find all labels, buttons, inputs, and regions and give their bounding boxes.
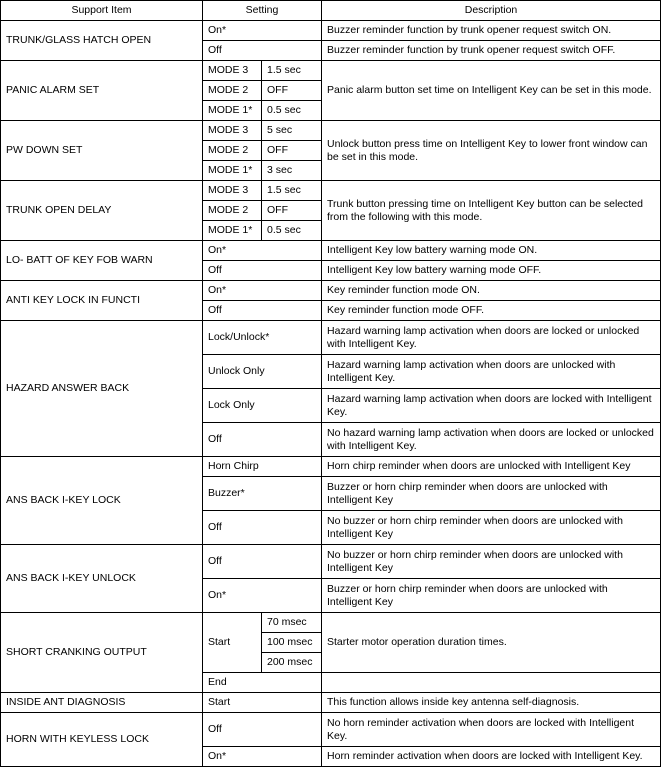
table-row [1, 457, 661, 477]
setting-cell: Horn Chirp [203, 457, 322, 477]
support-item-cell: TRUNK/GLASS HATCH OPEN [1, 21, 203, 61]
table-row [1, 21, 661, 41]
description-cell: Hazard warning lamp activation when doors are locked or unlocked with Intelligent Key. [322, 321, 661, 355]
description-cell: Buzzer reminder function by trunk opener request switch OFF. [322, 41, 661, 61]
value-cell: 200 msec [262, 653, 322, 673]
mode-cell: MODE 1* [203, 101, 262, 121]
value-cell: OFF [262, 81, 322, 101]
description-cell: Buzzer reminder function by trunk opener request switch ON. [322, 21, 661, 41]
description-cell [322, 673, 661, 693]
setting-cell: On* [203, 21, 322, 41]
value-cell: 100 msec [262, 633, 322, 653]
mode-cell: MODE 1* [203, 161, 262, 181]
setting-cell: Start [203, 693, 322, 713]
description-cell: Key reminder function mode ON. [322, 281, 661, 301]
setting-cell: Off [203, 423, 322, 457]
support-item-cell: ANS BACK I-KEY LOCK [1, 457, 203, 545]
value-cell: 1.5 sec [262, 181, 322, 201]
description-cell: Unlock button press time on Intelligent Key to lower front window can be set in this mode. [322, 121, 661, 181]
mode-cell: MODE 2 [203, 141, 262, 161]
value-cell: OFF [262, 201, 322, 221]
setting-cell: Off [203, 41, 322, 61]
description-cell: Panic alarm button set time on Intelligent Key can be set in this mode. [322, 61, 661, 121]
mode-cell: MODE 1* [203, 221, 262, 241]
support-item-cell: TRUNK OPEN DELAY [1, 181, 203, 241]
setting-cell: On* [203, 281, 322, 301]
setting-cell: Off [203, 261, 322, 281]
setting-cell: Start [203, 613, 262, 673]
setting-cell: On* [203, 579, 322, 613]
setting-cell: End [203, 673, 322, 693]
setting-cell: Off [203, 301, 322, 321]
mode-cell: MODE 2 [203, 201, 262, 221]
description-cell: No buzzer or horn chirp reminder when doors are unlocked with Intelligent Key [322, 511, 661, 545]
support-item-cell: PW DOWN SET [1, 121, 203, 181]
setting-cell: Unlock Only [203, 355, 322, 389]
mode-cell: MODE 2 [203, 81, 262, 101]
header-setting: Setting [203, 1, 322, 21]
setting-cell: Buzzer* [203, 477, 322, 511]
header-description: Description [322, 1, 661, 21]
setting-cell: Lock/Unlock* [203, 321, 322, 355]
description-cell: Intelligent Key low battery warning mode ON. [322, 241, 661, 261]
description-cell: Buzzer or horn chirp reminder when doors are unlocked with Intelligent Key [322, 477, 661, 511]
table-row [1, 545, 661, 579]
table-row [1, 693, 661, 713]
setting-cell: Off [203, 545, 322, 579]
description-cell: Hazard warning lamp activation when doors are unlocked with Intelligent Key. [322, 355, 661, 389]
description-cell: No buzzer or horn chirp reminder when doors are unlocked with Intelligent Key [322, 545, 661, 579]
description-cell: Trunk button pressing time on Intelligent Key button can be selected from the following with this mode. [322, 181, 661, 241]
description-cell: Key reminder function mode OFF. [322, 301, 661, 321]
mode-cell: MODE 3 [203, 61, 262, 81]
setting-cell: Off [203, 511, 322, 545]
description-cell: This function allows inside key antenna self-diagnosis. [322, 693, 661, 713]
setting-cell: On* [203, 241, 322, 261]
table-header-row [1, 1, 661, 21]
value-cell: 0.5 sec [262, 101, 322, 121]
support-item-cell: ANS BACK I-KEY UNLOCK [1, 545, 203, 613]
value-cell: 1.5 sec [262, 61, 322, 81]
description-cell: Horn chirp reminder when doors are unlocked with Intelligent Key [322, 457, 661, 477]
description-cell: Hazard warning lamp activation when doors are locked with Intelligent Key. [322, 389, 661, 423]
mode-cell: MODE 3 [203, 121, 262, 141]
table-row [1, 241, 661, 261]
table-row [1, 181, 661, 201]
description-cell: Horn reminder activation when doors are locked with Intelligent Key. [322, 747, 661, 767]
header-support-item: Support Item [1, 1, 203, 21]
description-cell: No horn reminder activation when doors are locked with Intelligent Key. [322, 713, 661, 747]
value-cell: OFF [262, 141, 322, 161]
support-item-cell: HAZARD ANSWER BACK [1, 321, 203, 457]
table-row [1, 121, 661, 141]
support-item-cell: PANIC ALARM SET [1, 61, 203, 121]
table-row [1, 713, 661, 747]
table-row [1, 613, 661, 633]
setting-cell: On* [203, 747, 322, 767]
setting-cell: Off [203, 713, 322, 747]
support-item-cell: ANTI KEY LOCK IN FUNCTI [1, 281, 203, 321]
value-cell: 0.5 sec [262, 221, 322, 241]
value-cell: 3 sec [262, 161, 322, 181]
support-item-cell: INSIDE ANT DIAGNOSIS [1, 693, 203, 713]
support-item-cell: LO- BATT OF KEY FOB WARN [1, 241, 203, 281]
mode-cell: MODE 3 [203, 181, 262, 201]
description-cell: No hazard warning lamp activation when doors are locked or unlocked with Intelligent Key. [322, 423, 661, 457]
table-row [1, 61, 661, 81]
description-cell: Intelligent Key low battery warning mode OFF. [322, 261, 661, 281]
table-row [1, 321, 661, 355]
description-cell: Buzzer or horn chirp reminder when doors are unlocked with Intelligent Key [322, 579, 661, 613]
description-cell: Starter motor operation duration times. [322, 613, 661, 673]
value-cell: 70 msec [262, 613, 322, 633]
table-row [1, 281, 661, 301]
value-cell: 5 sec [262, 121, 322, 141]
support-item-cell: HORN WITH KEYLESS LOCK [1, 713, 203, 767]
setting-cell: Lock Only [203, 389, 322, 423]
support-item-cell: SHORT CRANKING OUTPUT [1, 613, 203, 693]
